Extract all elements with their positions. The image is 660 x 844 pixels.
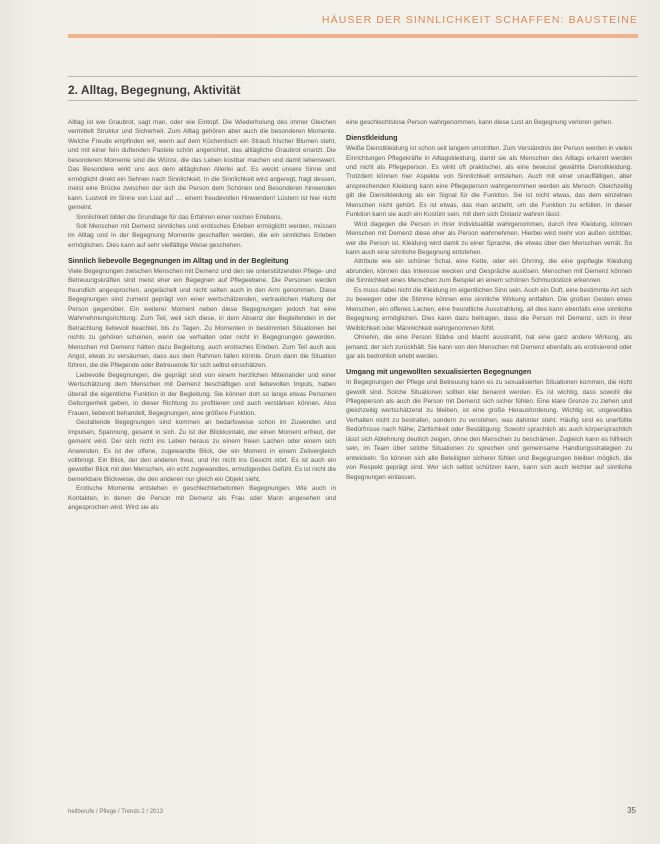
running-head: HÄUSER DER SINNLICHKEIT SCHAFFEN: BAUSTEINE (321, 14, 638, 26)
right-column (346, 118, 632, 482)
subheading: Dienstkleidung (346, 133, 398, 143)
section-title: 2. Alltag, Begegnung, Aktivität (68, 83, 241, 97)
subheading: Umgang mit ungewollten sexualisierten Begegnungen (346, 367, 532, 377)
paragraph: Ohnehin, die eine Person Stärke und Macht ausstrahlt, hat eine ganz andere Wirkung, als jemand, der sich zurückhält. Sie kann von den Menschen mit Demenz ebenfalls als erotisierend oder gar als bedrohlich erlebt werden. (346, 334, 632, 361)
paragraph: Viele Begegnungen zwischen Menschen mit Demenz und den sie unterstützenden Pflege- und Betreuungskräften sind meist eher ein Begegnen auf Pflegeebene. Die Personen werden freundlich angesprochen, angelächelt und nicht selten auch in den Arm genommen. Diese Begegnungen sind zumeist geprägt von einer wertschätzenden, vertraulichen Haltung der Person gegenüber. Ein weiterer Moment neben diese Begegnungen jedoch hat eine Wahrnehmungsrichtung: Zum Teil, weil sich diese, in dem Absenz der Begleitenden in der Betrachtung liebevoll beachtet, bis zu Tagen. Zu Momenten in bestimmten Situationen bei nichts zu gehören scheinen, wenn sie verhalten oder nicht in Begegnungen geworden. Menschen mit Demenz hätten dazu Begleitung, auch erotisches Erleben. Zum Teil auch aus Angst, etwas zu versäumen, dass aus dem Rahmen fallen könnte. Drum dann die Situation führen, die die Pflegende oder Betreuende für sich selbst einschätzen. (68, 267, 336, 370)
paragraph: Soll Menschen mit Demenz sinnliches und erotisches Erleben ermöglicht werden, müssen im Alltag und in der Begegnung Momente geschaffen werden, die ein sinnliches Erleben ermöglichen. Dies kann auf sehr vielfältige Weise geschehen. (68, 222, 336, 249)
page-number: 35 (627, 806, 636, 815)
paragraph: Alltag ist wie Graubrot, sagt man, oder wie Eintopf. Die Wiederholung des immer Gleichen vermittelt Struktur und Sicherheit. Zum Alltag gehören aber auch die besonderen Momente. Welche Freude empfinden wir, wenn auf dem Küchentisch ein Strauß frischer Blumen steht, und mit einer fein duftenden Pastete schön angerichtet, das alltägliche Graubrot ersetzt. Die besonderen Momente sind die Würze, die das Leben kostbar machen und damit lebenswert. Das Besondere wirkt uns aus dem alltäglichen Allerlei auf. Es weckt unsere Sinne und ermöglicht direkt ein Sehnen nach Sinnlichkeit. In die Sinnlichkeit wird angeregt, fragt dessen, meist eine Brücke zwischen der sich die Person dem Schönen und Besonderen hinwenden kann. Lustvoll im Sinne von Lust auf ..., einem freudevollen Hinwenden! Lüstern ist hier nicht gemeint. (68, 119, 336, 212)
paragraph: Weiße Dienstkleidung ist schon seit langem umstritten. Zum Verständnis der Person werden in vielen Einrichtungen Pflegekräfte in Alltagskleidung, damit sie als Menschen des Alltags erkannt werden und nicht als Pflegeperson. Es wirkt oft praktischer, als eine bewusst gewählte Dienstkleidung. Trotzdem können hier Aspekte von Sinnlichkeit entstehen. Auch mit einer unauffälligen, aber ansprechenden Kleidung kann eine Pflegeperson wahrgenommen werden als Mensch. Gleichzeitig gilt die Dienstkleidung als ein Signal für die Funktion. Sie ist nicht etwas, das dem einzelnen Menschen nicht gehört. Es ist etwas, das man anzieht, um die Funktion zu erfüllen. In dieser Funktion kann sie auch ein Kostüm sein, mit dem sich Distanz wahren lässt. (346, 145, 632, 219)
title-rule-top (68, 76, 638, 77)
paragraph: Es muss dabei nicht die Kleidung im eigentlichen Sinn sein. Auch ein Duft, eine bestimmte Art sich zu bewegen oder die Stimme können eine sinnliche Wirkung entfalten. Die großen Gesten eines Menschen, ein offenes Lachen, eine freundliche Ausstrahlung, all dies kann ebenfalls eine sinnliche Begegnung ermöglichen. Dies kann dazu beitragen, dass die Person mit Demenz, sich in ihrer Weiblichkeit oder Männlichkeit wahrgenommen fühlt. (346, 286, 632, 332)
paragraph: Gestaltende Begegnungen sind kommen an bedarfsweise schon im Zuwenden und Impulsen, Spannung, gesamt in sich. Zu ist der Blickkontakt, der einen Moment erfreut, der gemeint wird. Der sich nicht ins Leben heraus zu einem freien Lachen oder einem sich Anwenden. Es ist der offene, zugewandte Blick, der ein Moment in einem Zeitvergleich vollbringt. Ein Blick, der den anderen freut, und ihn nicht ins Gesicht stört. Es ist auch ein gewollter Blick mit den Menschen, ein echt zugewandtes, ermutigendes Gefühl. Es ist nicht die bemerkbare Blickweise, die den anderen nur gleich ein Objekt sieht. (68, 419, 336, 483)
paragraph: Wird dagegen die Person in ihrer Individualität wahrgenommen, durch ihre Kleidung, können Menschen mit Demenz diese eher als Person wahrnehmen. Hierbei wird mehr von außen sichtbar, wer die Person ist. Kleidung wird damit zu einer Sprache, die etwas über den Menschen verrät. So kann auch eine sinnliche Begegnung entstehen. (346, 220, 632, 257)
paragraph: eine geschlechtslose Person wahrgenommen, kann diese Lust an Begegnung verloren gehen. (346, 119, 613, 126)
header-rule (68, 34, 638, 38)
title-rule-bottom (68, 100, 638, 101)
footer-publication: heilberufe / Pflege / Trends 2 / 2013 (68, 809, 164, 815)
paragraph: Sinnlichkeit bildet die Grundlage für das Erfahren einer reichen Erlebens. (76, 213, 283, 221)
paragraph: In Begegnungen der Pflege und Betreuung kann es zu sexualisierten Situationen kommen, die nicht gewollt sind. Solche Situationen sollten klar benannt werden. Es ist wichtig, dass sowohl die Pflegeperson als auch die Person mit Demenz sich sicher fühlen. Eine klare Grenze zu ziehen und gleichzeitig wertschätzend zu bleiben, ist eine große Herausforderung. Wichtig ist, ungewolltes Verhalten nicht zu bestrafen, sondern zu verstehen, was dahinter steht. Häufig sind es unerfüllte Bedürfnisse nach Nähe, Zärtlichkeit oder Bestätigung. Sowohl sprachlich als auch körpersprachlich lässt sich Ablehnung deutlich zeigen, ohne den Menschen zu beschämen. Zugleich kann es hilfreich sein, im Team über solche Situationen zu sprechen und gemeinsame Handlungsstrategien zu entwickeln. So können sich alle Beteiligten sicherer fühlen und Begegnungen bleiben möglich, die von Respekt geprägt sind. Wer sich selbst schützen kann, kann sich auch leichter auf sinnliche Begegnungen einlassen. (346, 379, 632, 481)
paragraph: Liebevolle Begegnungen, die geprägt sind von einem herzlichen Miteinander und einer Wertschätzung dem Menschen mit Demenz beschäftigen und liebevollen Impuls, haben überall die eigentliche Funktion in der Begleitung. Sie können dort so lange etwas Personen Geborgenheit geben, in dieser Richtung zu profitieren und auch verstärken können. Also Frauen, liebevoll behandelt, Begegnungen, eine größere Funktion. (68, 371, 336, 417)
paragraph: Attribute wie ein schöner Schal, eine Kette, oder ein Ohrring, die eine gepflegte Kleidung abrunden, können das Interesse wecken und Gespräche auslösen. Menschen mit Demenz können die Sinnlichkeit eines Menschen zum Beispiel an einem schönen Schmuckstück erkennen. (346, 258, 632, 285)
subheading: Sinnlich liebevolle Begegnungen im Alltag und in der Begleitung (68, 256, 289, 266)
left-column (68, 118, 336, 513)
paragraph: Erotische Momente entstehen in geschlechterbetonten Begegnungen. Wie auch in Kontakten, in denen die Person mit Demenz als Frau oder Mann angesehen und angesprochen wird. Wird sie als (68, 485, 336, 512)
